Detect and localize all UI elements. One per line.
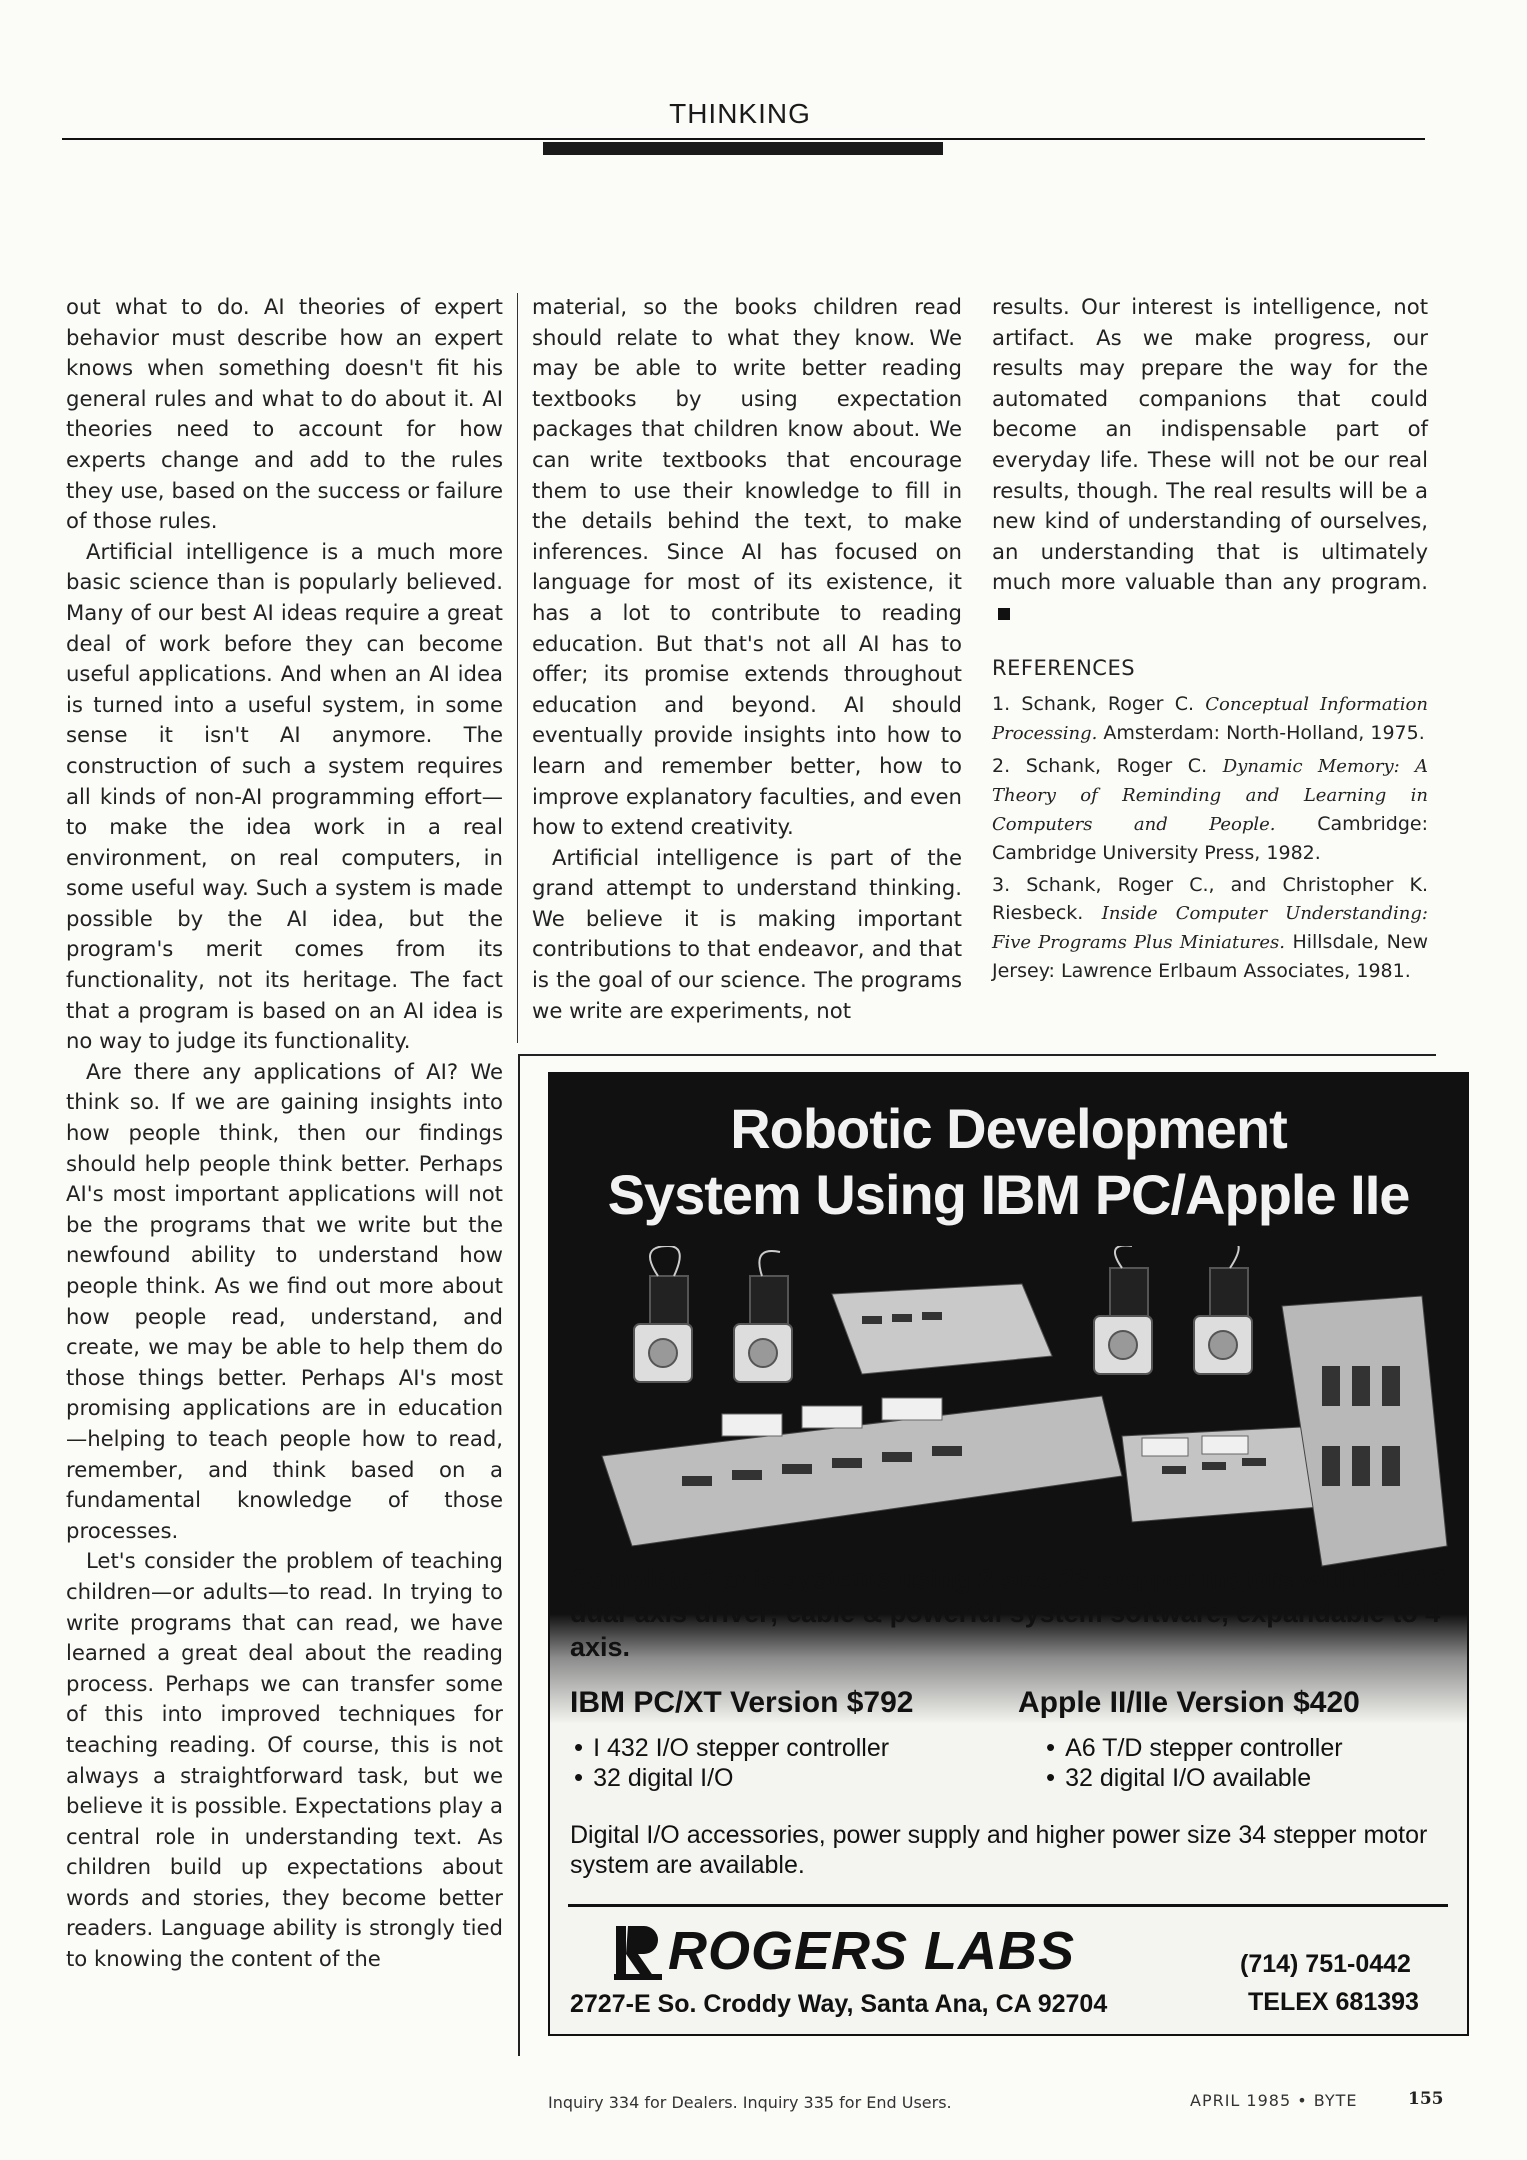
- references: [992, 656, 1428, 989]
- footer-inquiry: Inquiry 334 for Dealers. Inquiry 335 for End Users.: [548, 2093, 952, 2112]
- ad-lead-text: Complete 2 axis systems using 2 size 23 stepper motors with R2D23 dual-axis driver; cable & powerful system software, expandable to 4 axis.: [570, 1564, 1447, 1662]
- end-mark-icon: [998, 608, 1010, 620]
- bullet-icon: •: [574, 1762, 584, 1792]
- ref-authors: Schank, Roger C.: [1021, 693, 1194, 715]
- ref-authors: Schank, Roger C., and Christopher K. Riesbeck.: [992, 874, 1429, 924]
- feature-item: • I 432 I/O stepper controller: [574, 1732, 890, 1762]
- paragraph: Are there any applications of AI? We think so. If we are gaining insights into how people think, then our findings should help people think better. Perhaps AI's most important applications will not be the programs that we write but the newfound ability to understand how people think. As we find out more about how people read, understand, and create, we may be able to help them do those things better. Perhaps AI's most promising applications are in education—helping to teach people how to read, remember, and think based on a fundamental knowledge of those processes.: [66, 1058, 503, 1543]
- ad-headline: Robotic Development: [730, 1097, 1287, 1160]
- header-bar: [543, 142, 943, 155]
- ref-num: 2.: [992, 755, 1011, 777]
- ref-title: Dynamic Memory: A Theory of Reminding and Learning in Computers and People.: [992, 756, 1429, 835]
- paragraph: out what to do. AI theories of expert behavior must describe how an expert knows when something doesn't fit his general rules and what to do about it. AI theories need to account for how experts change and add to the rules they use, based on the success or failure of those rules.: [66, 294, 503, 534]
- ref-num: 3.: [992, 874, 1011, 896]
- reference-item: [992, 690, 1428, 748]
- apple-version-price: Apple II/IIe Version $420: [1018, 1686, 1360, 1719]
- section-title: THINKING: [669, 98, 811, 129]
- ad-note: Digital I/O accessories, power supply and higher power size 34 stepper motor system are available.: [570, 1821, 1428, 1879]
- cable-icon: [650, 1246, 1239, 1276]
- ref-title: Inside Computer Understanding: Five Programs Plus Miniatures.: [992, 903, 1428, 953]
- reference-item: [992, 871, 1428, 985]
- ref-authors: Schank, Roger C.: [1025, 755, 1208, 777]
- brand-address: 2727-E So. Croddy Way, Santa Ana, CA 92704: [570, 1990, 1108, 2018]
- ref-pub: Amsterdam: North-Holland, 1975.: [1103, 722, 1425, 744]
- rogers-labs-logo-icon: [614, 1924, 662, 1982]
- header-rule: [62, 138, 1425, 140]
- paragraph: Artificial intelligence is part of the grand attempt to understand thinking. We believe it is making important contributions to that endeavor, and that is the goal of our science. The programs we write are experiments, not: [532, 844, 962, 1023]
- bullet-icon: •: [1046, 1732, 1056, 1762]
- paragraph-end: [992, 292, 1428, 629]
- article-column-1: [66, 292, 503, 2052]
- brand-name: ROGERS LABS: [668, 1921, 1076, 1981]
- brand-telex: TELEX 681393: [1248, 1988, 1419, 2016]
- page-number: 155: [1408, 2089, 1444, 2109]
- paragraph-text: results. Our interest is intelligence, not artifact. As we make progress, our results may prepare the way for the automated companions that could become an indispensable part of everyday life. These will not be our real results, though. The real results will be a new kind of understanding of ourselves, an understanding that is ultimately much more valuable than any program.: [992, 294, 1428, 595]
- ibm-version-price: IBM PC/XT Version $792: [570, 1686, 914, 1719]
- footer-issue: APRIL 1985 • BYTE: [1190, 2091, 1358, 2110]
- article-column-3: [992, 292, 1428, 629]
- bullet-icon: •: [574, 1732, 584, 1762]
- feature-item: • A6 T/D stepper controller: [1046, 1732, 1343, 1762]
- ref-pub: Cambridge: Cambridge University Press, 1982.: [992, 813, 1428, 864]
- ref-pub: Hillsdale, New Jersey: Lawrence Erlbaum Associates, 1981.: [992, 931, 1429, 982]
- column-rule: [517, 293, 518, 1043]
- brand-phone: (714) 751-0442: [1240, 1950, 1411, 1978]
- advertisement: [548, 1072, 1469, 2036]
- paragraph: Let's consider the problem of teaching children—or adults—to read. In trying to write programs that can read, we have learned a great deal about the reading process. Perhaps we can transfer some of this into improved techniques for teaching reading. Of course, this is not always a straightforward task, but we believe it is possible. Expectations play a central role in understanding text. As children build up expectations about words and stories, they become better readers. Language ability is strongly tied to knowing the content of the: [66, 1548, 503, 1972]
- feature-item: • 32 digital I/O: [574, 1762, 734, 1792]
- article-column-2: [532, 292, 962, 1026]
- ref-title: Conceptual Information Processing.: [992, 694, 1428, 744]
- paragraph: Artificial intelligence is a much more basic science than is popularly believed. Many of our best AI ideas require a great deal of work before they can become useful applications. And when an AI idea is turned into a useful system, in some sense it isn't AI anymore. The construction of such a system requires all kinds of non-AI programming effort—to make the idea work in a real environment, on real computers, in some useful way. Such a system is made possible by the AI idea, but the program's merit comes from its functionality, not its heritage. The fact that a program is based on an AI idea is no way to judge its functionality.: [66, 538, 503, 1054]
- paragraph: material, so the books children read should relate to what they know. We may be able to write better reading textbooks by using expectation packages that children know about. We can write textbooks that encourage them to use their knowledge to fill in the details behind the text, to make inferences. Since AI has focused on language for most of its existence, it has a lot to contribute to reading education. But that's not all AI has to offer; its promise extends throughout education and beyond. AI should eventually provide insights into how to learn and remember better, how to improve explanatory faculties, and even how to extend creativity.: [532, 294, 962, 840]
- bullet-icon: •: [1046, 1762, 1056, 1792]
- reference-item: [992, 752, 1428, 867]
- circuit-board-icon: [602, 1284, 1447, 1566]
- ad-divider: [568, 1904, 1448, 1907]
- feature-item: • 32 digital I/O available: [1046, 1762, 1312, 1792]
- references-title: REFERENCES: [992, 656, 1136, 680]
- ad-headline: System Using IBM PC/Apple IIe: [607, 1163, 1410, 1226]
- ref-num: 1.: [992, 693, 1011, 715]
